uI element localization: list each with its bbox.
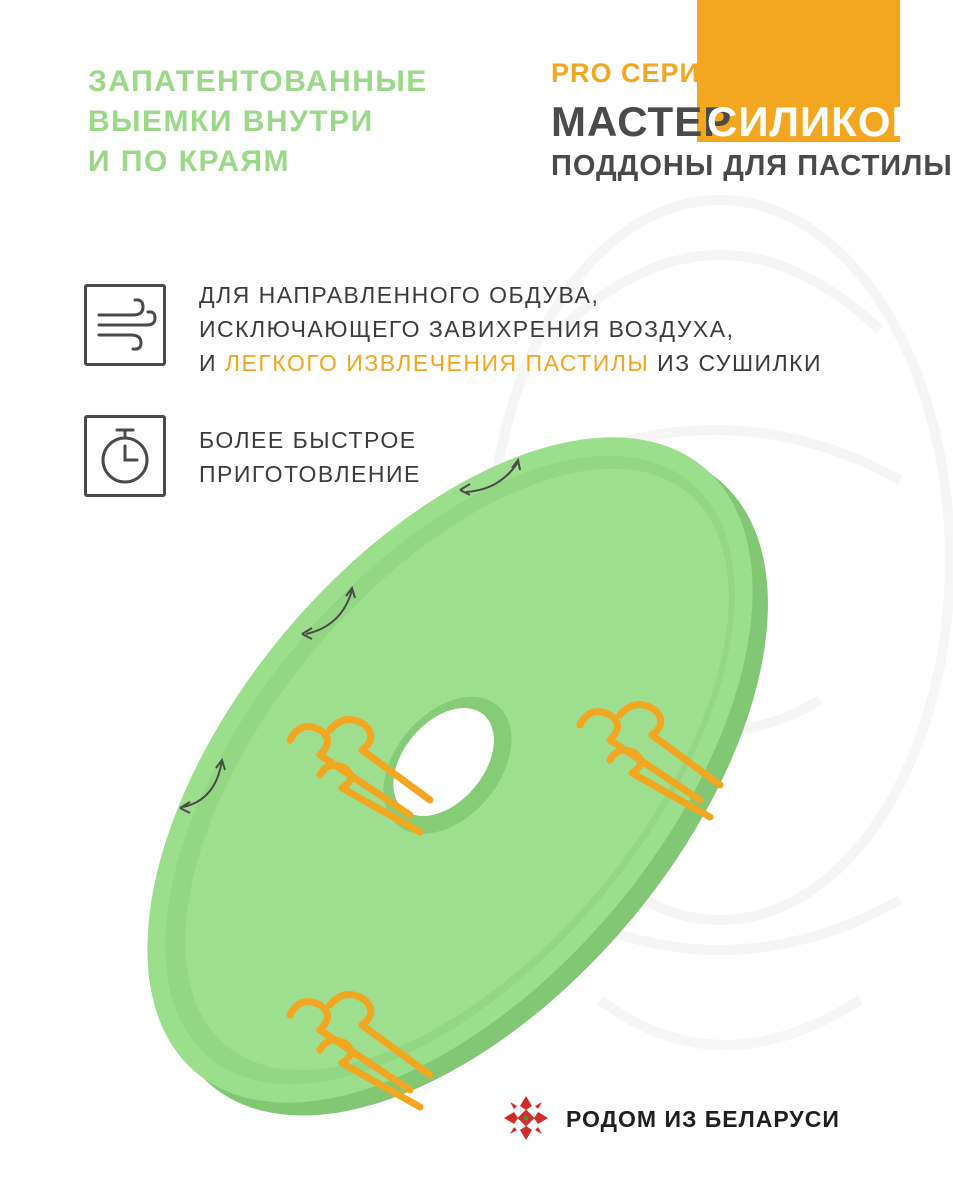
headline-line: ВЫЕМКИ ВНУТРИ — [88, 105, 374, 138]
feature-line-part: ИЗ СУШИЛКИ — [649, 350, 823, 376]
headline-line: ЗАПАТЕНТОВАННЫЕ — [88, 65, 428, 98]
feature-line: ДЛЯ НАПРАВЛЕННОГО ОБДУВА, — [199, 282, 600, 308]
feature-line: БОЛЕЕ БЫСТРОЕ — [199, 427, 417, 453]
feature-text-speed — [199, 423, 421, 491]
headline-line: И ПО КРАЯМ — [88, 145, 291, 178]
feature-line: ПРИГОТОВЛЕНИЕ — [199, 461, 421, 487]
feature-text-airflow — [199, 278, 822, 380]
feature-line — [199, 346, 822, 380]
series-label: PRO СЕРИЯ — [551, 58, 721, 88]
brand-word-master: МАСТЕР — [551, 98, 733, 145]
brand-subtitle: ПОДДОНЫ ДЛЯ ПАСТИЛЫ — [551, 150, 953, 182]
timer-icon — [84, 415, 166, 497]
feature-line-part: И — [199, 350, 225, 376]
feature-line: ИСКЛЮЧАЮЩЕГО ЗАВИХРЕНИЯ ВОЗДУХА, — [199, 316, 735, 342]
origin-label: РОДОМ ИЗ БЕЛАРУСИ — [566, 1106, 840, 1132]
belarus-ornament-icon — [504, 1096, 548, 1140]
feature-highlight: ЛЕГКОГО ИЗВЛЕЧЕНИЯ ПАСТИЛЫ — [224, 350, 650, 376]
brand-word-silicon: СИЛИКОН — [707, 98, 923, 145]
headline — [88, 62, 428, 182]
wind-icon — [84, 284, 166, 366]
